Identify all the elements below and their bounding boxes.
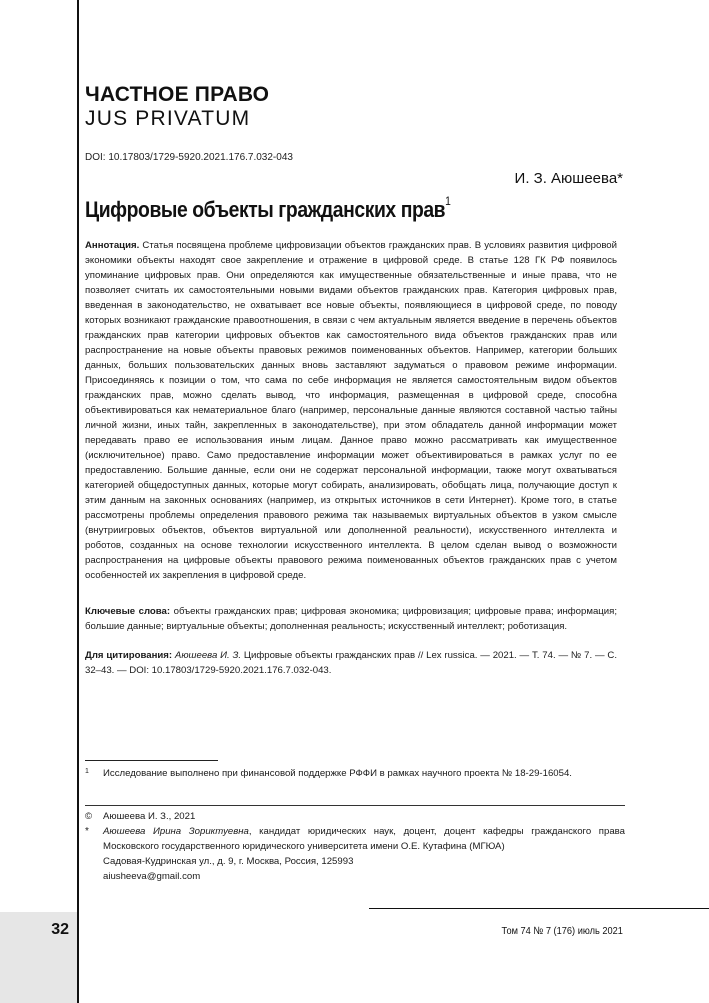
author-full-name: Аюшеева Ирина Зориктуевна [103,826,249,837]
citation-author: Аюшеева И. З. [174,650,242,661]
journal-issue: Том 74 № 7 (176) июль 2021 [501,925,623,937]
footnote-1-mark: 1 [85,768,89,775]
citation-text: Цифровые объекты гражданских прав // Lex russica. — 2021. — Т. 74. — № 7. — С. 32–43. — DOI: 10.17803/1729-5920.2021.176.7.032-043. [85,650,618,676]
footnote-separator [85,760,218,761]
article-author: И. З. Аюшеева* [514,170,623,187]
footnote-divider [85,805,625,806]
abstract-label: Аннотация. [85,240,140,251]
author-address: Садовая-Кудринская ул., д. 9, г. Москва, Россия, 125993 [103,856,354,867]
citation [85,648,617,678]
copyright-text: Аюшеева И. З., 2021 [103,811,196,822]
footer-rule [369,908,709,909]
copyright-symbol: © [85,811,93,822]
author-affiliation [103,824,625,854]
article-title-text: Цифровые объекты гражданских прав [85,197,446,222]
journal-section-latin: JUS PRIVATUM [85,107,251,130]
title-footnote-mark: 1 [445,193,451,208]
footnote-1-text: Исследование выполнено при финансовой поддержке РФФИ в рамках научного проекта № 18-29-16054. [103,768,572,779]
page-number: 32 [51,921,69,938]
keywords-label: Ключевые слова: [85,606,171,617]
citation-label: Для цитирования: [85,650,173,661]
keywords [85,604,617,634]
journal-section-ru: ЧАСТНОЕ ПРАВО [85,83,270,106]
copyright [85,809,195,824]
vertical-margin-rule [77,0,79,1003]
doi: DOI: 10.17803/1729-5920.2021.176.7.032-043 [85,152,293,163]
abstract [85,238,617,583]
author-email: aiusheeva@gmail.com [103,871,201,882]
abstract-text: Статья посвящена проблеме цифровизации объектов гражданских прав. В условиях развития цифровой экономики объекты находят свое закрепление и отражение в цифровой среде. В статье 128 ГК РФ появилось упоминание цифровых прав. Они определяются как имущественные обязательственные и иные права, что не позволяет считать их самостоятельными новыми видами объектов гражданских прав. Категория цифровых прав, введенная в законодательство, не охватывает все новые объекты, появляющиеся в цифровой среде, по поводу которых возникают гражданские правоотношения, в связи с чем актуальным является введение в перечень объектов гражданских прав категории цифровых объектов как самостоятельного вида объектов гражданских прав или распространение на новые объекты правовых режимов поименованных объектов. Например, категории больших данных, больших пользовательских данных вновь заставляют задуматься о правовом режиме информации. Присоединяясь к позиции о том, что сама по себе информация не является самостоятельным видом объектов гражданских прав, можно сделать вывод, что информация, размещенная в цифровой среде, способна объективироваться как нематериальное благо (например, персональные данные являются составной частью тайны личной жизни, иных тайн, закрепленных в законодательстве), при этом обладатель данной информации может передавать право ее использования иным лицам. Данное право можно рассматривать как имущественное (исключительное) право. Само предоставление информации может объективироваться в рамках услуг по ее предоставлению. Большие данные, если они не содержат персональной информации, также могут охватываться категорией общедоступных данных, которые могут собирать, анализировать, обобщать лица, получающие доступ к этим данным на законных основаниях (например, из открытых источников в сети Интернет). Кроме того, в статье рассмотрены проблемы определения правового режима так называемых виртуальных объектов в узком смысле (внутриигровых объектов, объектов виртуальной или дополненной реальности), искусственного интеллекта и роботов, созданных на основе технологии искусственного интеллекта. В целом сделан вывод о возможности распространения на цифровые объекты правового режима поименованных объектов гражданских прав с учетом особенностей их закрепления в цифровой среде. [85,240,617,581]
author-info [85,824,625,884]
author-info-mark: * [85,826,89,837]
author-details: , кандидат юридических наук, доцент, доцент кафедры гражданского права Московского государственного юридического университета имени О.Е. Кутафина (МГЮА) [103,826,625,852]
keywords-text: объекты гражданских прав; цифровая экономика; цифровизация; цифровые права; информация; большие данные; виртуальные объекты; дополненная реальность; искусственный интеллект; роботизация. [85,606,617,632]
footnote-1 [85,766,625,781]
article-title [85,193,451,223]
